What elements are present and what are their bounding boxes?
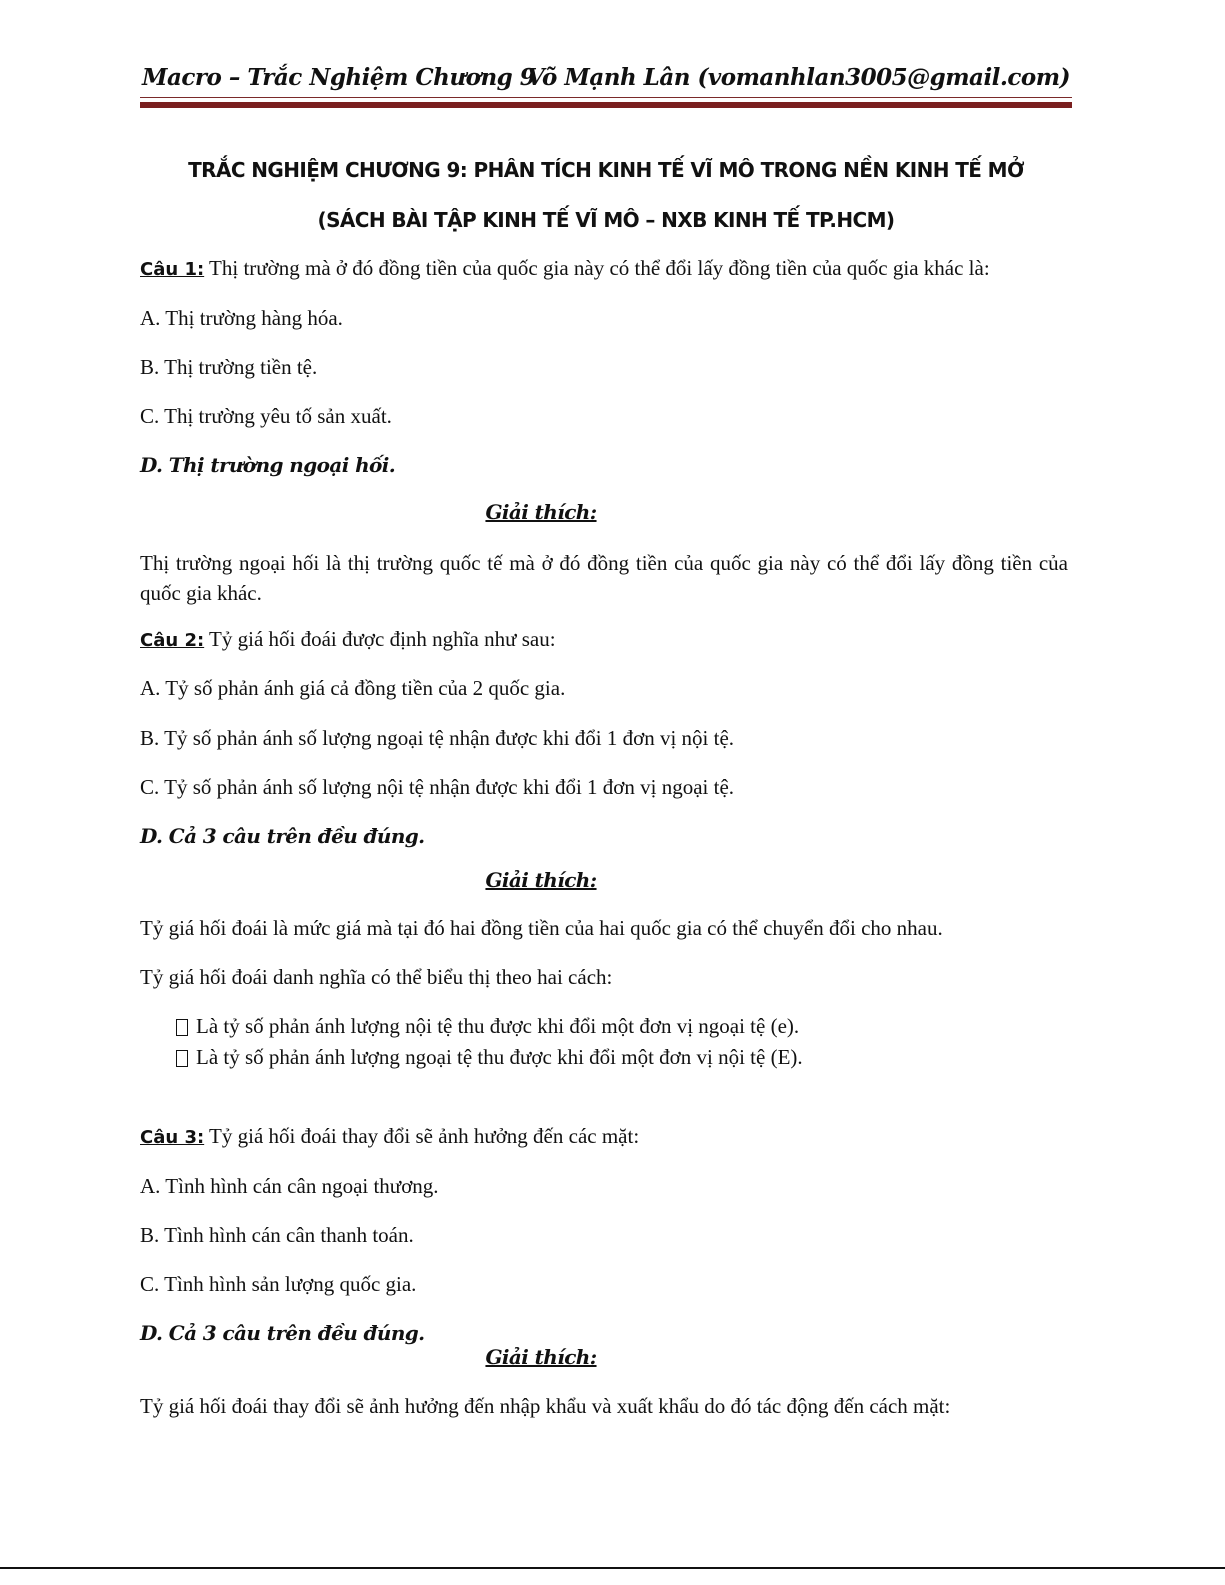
question-3-explain-heading: Giải thích: (485, 1345, 597, 1369)
question-1-option-c: C. Thị trường yêu tố sản xuất. (140, 404, 392, 428)
question-2-explanation-2: Tỷ giá hối đoái danh nghĩa có thể biểu thị theo hai cách: (140, 965, 613, 989)
question-1-text: Thị trường mà ở đó đồng tiền của quốc gia này có thể đổi lấy đồng tiền của quốc gia khác là: (204, 256, 990, 280)
question-1-answer: D. Thị trường ngoại hối. (140, 453, 396, 477)
question-2-bullet-1 (176, 1014, 799, 1039)
question-2-text: Tỷ giá hối đoái được định nghĩa như sau: (204, 627, 556, 651)
question-3-option-c: C. Tình hình sản lượng quốc gia. (140, 1272, 417, 1296)
question-3-option-b: B. Tình hình cán cân thanh toán. (140, 1223, 414, 1247)
question-2-answer: D. Cả 3 câu trên đều đúng. (140, 824, 425, 848)
page-header (140, 62, 1072, 98)
question-3-option-a: A. Tình hình cán cân ngoại thương. (140, 1174, 439, 1198)
question-2-option-d (140, 824, 425, 849)
question-3-option-d (140, 1321, 425, 1346)
bullet-box-icon (176, 1019, 188, 1036)
question-3-answer: D. Cả 3 câu trên đều đúng. (140, 1321, 425, 1345)
header-rule-thin (140, 97, 1072, 98)
question-1-explain-heading: Giải thích: (485, 500, 597, 524)
document-title: TRẮC NGHIỆM CHƯƠNG 9: PHÂN TÍCH KINH TẾ VĨ MÔ TRONG NỀN KINH TẾ MỞ (188, 158, 1024, 182)
bullet-box-icon (176, 1050, 188, 1067)
question-3-label: Câu 3: (140, 1127, 205, 1148)
question-1 (140, 256, 990, 281)
question-1-option-a: A. Thị trường hàng hóa. (140, 306, 343, 330)
question-1-option-d (140, 453, 395, 478)
question-2-option-b: B. Tỷ số phản ánh số lượng ngoại tệ nhận được khi đổi 1 đơn vị nội tệ. (140, 726, 735, 750)
question-2-bullet-2 (176, 1045, 803, 1070)
bullet-text: Là tỷ số phản ánh lượng ngoại tệ thu được khi đổi một đơn vị nội tệ (E). (196, 1045, 803, 1069)
question-2-explain-heading: Giải thích: (485, 868, 597, 892)
question-1-explanation: Thị trường ngoại hối là thị trường quốc tế mà ở đó đồng tiền của quốc gia này có thể đổi lấy đồng tiền của quốc gia khác. (140, 551, 1068, 605)
question-3 (140, 1124, 639, 1149)
header-course-title: Macro – Trắc Nghiệm Chương 9 (142, 64, 536, 91)
document-subtitle: (SÁCH BÀI TẬP KINH TẾ VĨ MÔ – NXB KINH TẾ TP.HCM) (317, 208, 895, 232)
question-2-label: Câu 2: (140, 630, 205, 651)
question-2-option-c: C. Tỷ số phản ánh số lượng nội tệ nhận được khi đổi 1 đơn vị ngoại tệ. (140, 775, 735, 799)
question-1-option-b: B. Thị trường tiền tệ. (140, 355, 318, 379)
question-2 (140, 627, 556, 652)
header-author: Võ Mạnh Lân (vomanhlan3005@gmail.com) (526, 64, 1070, 91)
question-3-text: Tỷ giá hối đoái thay đổi sẽ ảnh hưởng đến các mặt: (204, 1124, 640, 1148)
bullet-text: Là tỷ số phản ánh lượng nội tệ thu được khi đổi một đơn vị ngoại tệ (e). (196, 1014, 800, 1038)
question-2-option-a: A. Tỷ số phản ánh giá cả đồng tiền của 2 quốc gia. (140, 676, 566, 700)
question-3-explanation: Tỷ giá hối đoái thay đổi sẽ ảnh hưởng đến nhập khẩu và xuất khẩu do đó tác động đến cách mặt: (140, 1394, 951, 1418)
footer-rule (0, 1567, 1225, 1569)
question-2-explanation-1: Tỷ giá hối đoái là mức giá mà tại đó hai đồng tiền của hai quốc gia có thể chuyển đổi cho nhau. (140, 916, 943, 940)
header-rule-thick (140, 102, 1072, 108)
question-1-label: Câu 1: (140, 259, 205, 280)
